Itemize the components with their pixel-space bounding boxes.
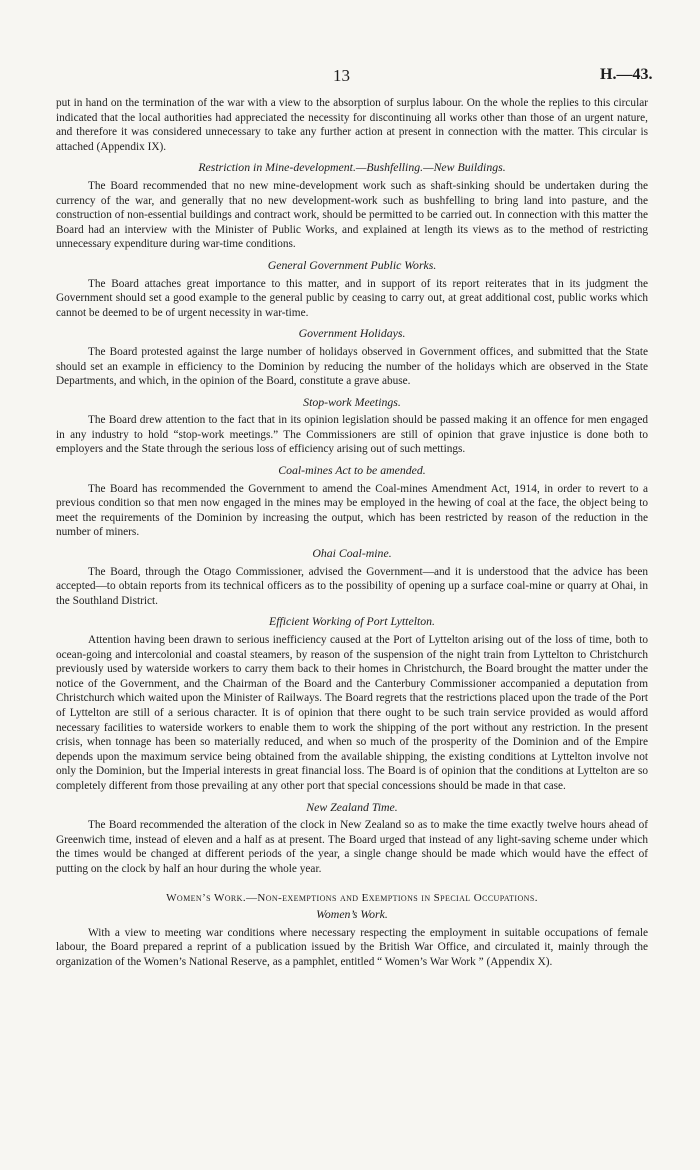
- paragraph-port-lyttelton: Attention having been drawn to serious inefficiency caused at the Port of Lyttelton arising out of the loss of time, both to ocean-going and intercolonial and coastal steamers, by reason of the suspension of the night train from Lyttelton to Christchurch previously used by waterside workers to carry them back to their homes in Christchurch, the Board brought the matter under the notice of the Government, and the Chairman of the Board and the Canterbury Commissioner accompanied a deputation from Christchurch which waited upon the Minister of Railways. The Board regrets that the restrictions placed upon the trade of the Port of Lyttelton are still of a serious character. It is of opinion that there ought to be such train service provided as would afford necessary facilities to waterside workers to enable them to work the shipping of the port without any restriction. In the present crisis, when tonnage has been so materially reduced, and when so much of the prosperity of the Dominion and of the Empire depends upon the maximum service being obtained from the available shipping, the existing conditions at Lyttelton involve not only the Dominion, but the Imperial interests in great financial loss. The Board is of opinion that the conditions at Lyttelton are so completely different from those prevailing at any other port that special concessions should be made in that case.: [56, 634, 648, 792]
- paragraph-mine-development: The Board recommended that no new mine-development work such as shaft-sinking should be undertaken during the currency of the war, and generally that no new development-work such as bushfelling to bring land into pasture, and the construction of non-essential buildings and contract work, should be permitted to be carried out. In connection with this matter the Board had an interview with the Minister of Public Works, and explained at length its views as to the method of restricting unnecessary expenditure during war-time conditions.: [56, 179, 648, 251]
- paragraph-womens-work: With a view to meeting war conditions where necessary respecting the employment in suitable occupations of female labour, the Board prepared a reprint of a publication issued by the British War Office, and circulated it, mainly through the organization of the Women’s National Reserve, as a pamphlet, entitled “ Women’s War Work ” (Appendix X).: [56, 926, 648, 968]
- paragraph-new-zealand-time: The Board recommended the alteration of the clock in New Zealand so as to make the time exactly twelve hours ahead of Greenwich time, instead of eleven and a half as at present. The Board urged that instead of any light-saving scheme under which the times would be changed at different periods of the year, a single change should be made which would have the effect of putting on the clock by half an hour during the whole year.: [56, 819, 648, 875]
- heading-coal-mines-act: Coal-mines Act to be amended.: [278, 463, 426, 478]
- heading-stop-work-meetings: Stop-work Meetings.: [303, 394, 401, 409]
- page-header: [0, 66, 700, 90]
- paragraph-coal-mines-act: The Board has recommended the Government to amend the Coal-mines Amendment Act, 1914, in order to revert to a previous condition so that men now engaged in the mines may be employed in the hewing of coal at the face, the object being to meet the requirements of the Dominion by increasing the output, which has been restricted by reason of the reduction in the number of miners.: [56, 482, 648, 539]
- heading-ohai-coal-mine: Ohai Coal-mine.: [312, 546, 392, 561]
- paragraph-stop-work-meetings: The Board drew attention to the fact that in its opinion legislation should be passed making it an offence for men engaged in any industry to hold “stop-work meetings.” The Commissioners are still of opinion that grave injustice is done both to employers and the State through the serious loss of efficiency arising out of such mettings.: [56, 414, 648, 456]
- page-number: 13: [333, 66, 350, 85]
- document-body: [56, 96, 648, 969]
- document-code: H.—43.: [600, 66, 653, 83]
- heading-mine-development: Restriction in Mine-development.—Bushfelling.—New Buildings.: [198, 160, 506, 175]
- heading-port-lyttelton: Efficient Working of Port Lyttelton.: [269, 614, 435, 629]
- heading-womens-work: Women’s Work.: [316, 907, 388, 922]
- paragraph-government-holidays: The Board protested against the large number of holidays observed in Government offices, and submitted that the State should set an example in efficiency to the Dominion by reducing the number of the holidays which are observed in the State Departments, and which, in the opinion of the Board, constitute a grave abuse.: [56, 345, 648, 388]
- paragraph-ohai-coal-mine: The Board, through the Otago Commissioner, advised the Government—and it is understood that the advice has been accepted—to obtain reports from its technical officers as to the possibility of opening up a surface coal-mine or quarry at Ohai, in the Southland District.: [56, 565, 648, 607]
- heading-government-holidays: Government Holidays.: [298, 326, 406, 341]
- heading-new-zealand-time: New Zealand Time.: [306, 799, 398, 814]
- heading-public-works: General Government Public Works.: [267, 257, 437, 272]
- section-title-womens-work: Women’s Work.—Non-exemptions and Exemptions in Special Occupations.: [166, 891, 538, 904]
- paragraph-public-works: The Board attaches great importance to this matter, and in support of its report reiterates that in its judgment the Government should set a good example to the general public by ceasing to carry out, at great additional cost, public works which cannot be deemed to be of urgent necessity in war-time.: [56, 277, 648, 319]
- intro-paragraph: put in hand on the termination of the war with a view to the absorption of surplus labour. On the whole the replies to this circular indicated that the local authorities had appreciated the necessity for discontinuing all works other than those of an urgent nature, and therefore it was considered unnecessary to take any further action at present in connection with the matter. This circular is attached (Appendix IX).: [56, 97, 648, 153]
